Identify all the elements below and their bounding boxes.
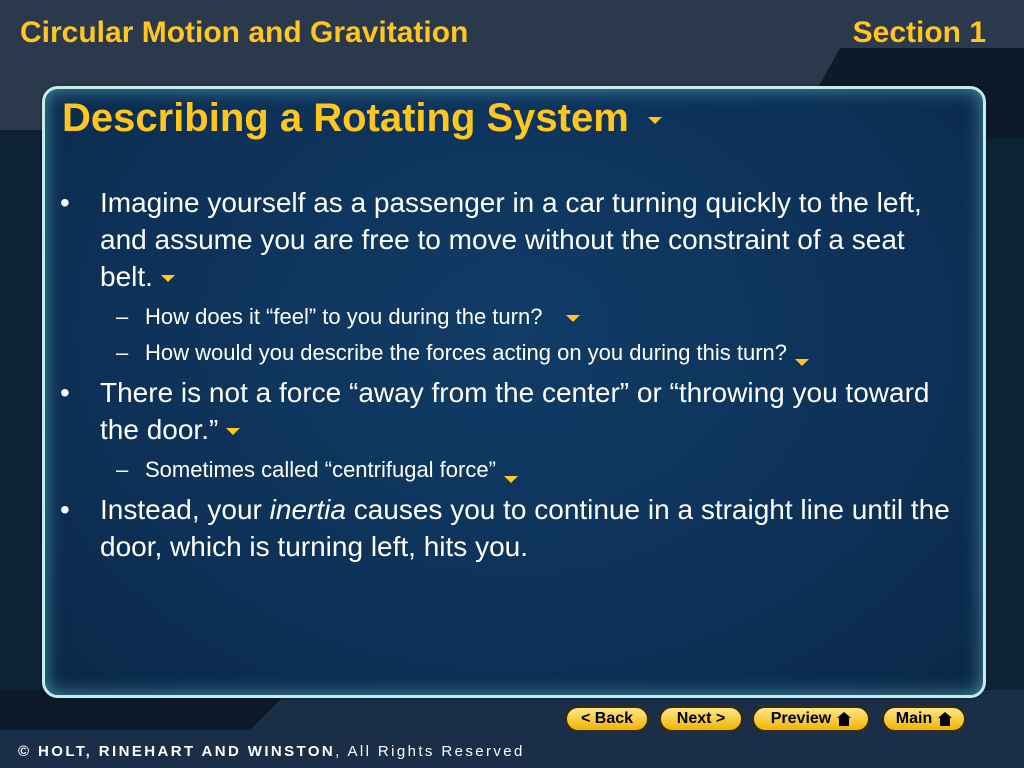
sub-bullet-text: How does it “feel” to you during the turn? xyxy=(145,304,543,329)
copyright-footer xyxy=(18,743,525,760)
bullet-mark: • xyxy=(60,187,70,218)
dash-mark: – xyxy=(116,304,129,329)
section-label: Section 1 xyxy=(852,16,986,49)
main-button[interactable] xyxy=(882,706,966,732)
expand-arrow-icon[interactable] xyxy=(161,275,175,282)
rights-text: , All Rights Reserved xyxy=(335,743,525,760)
publisher-name: © HOLT, RINEHART AND WINSTON xyxy=(18,743,336,760)
preview-button[interactable] xyxy=(752,706,870,732)
preview-button-label: Preview xyxy=(770,710,832,727)
back-button-label: < Back xyxy=(580,710,634,727)
next-button[interactable] xyxy=(659,706,743,732)
slide-title xyxy=(62,96,662,141)
expand-arrow-icon[interactable] xyxy=(648,117,662,124)
slide-body xyxy=(60,184,960,572)
bullet-item xyxy=(60,184,960,295)
expand-arrow-icon[interactable] xyxy=(795,359,809,366)
expand-arrow-icon[interactable] xyxy=(226,428,240,435)
home-icon xyxy=(837,712,851,726)
sub-bullet-item xyxy=(60,338,960,367)
slide-title-text: Describing a Rotating System xyxy=(62,96,629,140)
dash-mark: – xyxy=(116,457,129,482)
sub-bullet-text: Sometimes called “centrifugal force” xyxy=(145,457,496,482)
bullet-text: Imagine yourself as a passenger in a car turning quickly to the left, and assume you are free to move without the constraint of a seat belt. xyxy=(100,187,922,292)
bullet-item xyxy=(60,491,960,565)
bullet-text-before: Instead, your xyxy=(100,494,270,525)
bullet-mark: • xyxy=(60,377,70,408)
bullet-text: There is not a force “away from the center” or “throwing you toward the door.” xyxy=(100,377,930,445)
bullet-text-after: causes you to continue in a straight line until the door, which is turning left, hits you. xyxy=(100,494,950,562)
sub-bullet-text: How would you describe the forces acting on you during this turn? xyxy=(145,340,788,365)
back-button[interactable] xyxy=(565,706,649,732)
main-button-label: Main xyxy=(895,710,933,727)
sub-bullet-item xyxy=(60,455,960,484)
bullet-text-emphasis: inertia xyxy=(269,494,346,525)
expand-arrow-icon[interactable] xyxy=(504,476,518,483)
bullet-mark: • xyxy=(60,494,70,525)
dash-mark: – xyxy=(116,340,129,365)
next-button-label: Next > xyxy=(676,710,726,727)
expand-arrow-icon[interactable] xyxy=(566,315,580,322)
sub-bullet-item xyxy=(60,302,960,331)
chapter-title: Circular Motion and Gravitation xyxy=(20,16,469,49)
bullet-item xyxy=(60,374,960,448)
home-icon xyxy=(938,712,952,726)
